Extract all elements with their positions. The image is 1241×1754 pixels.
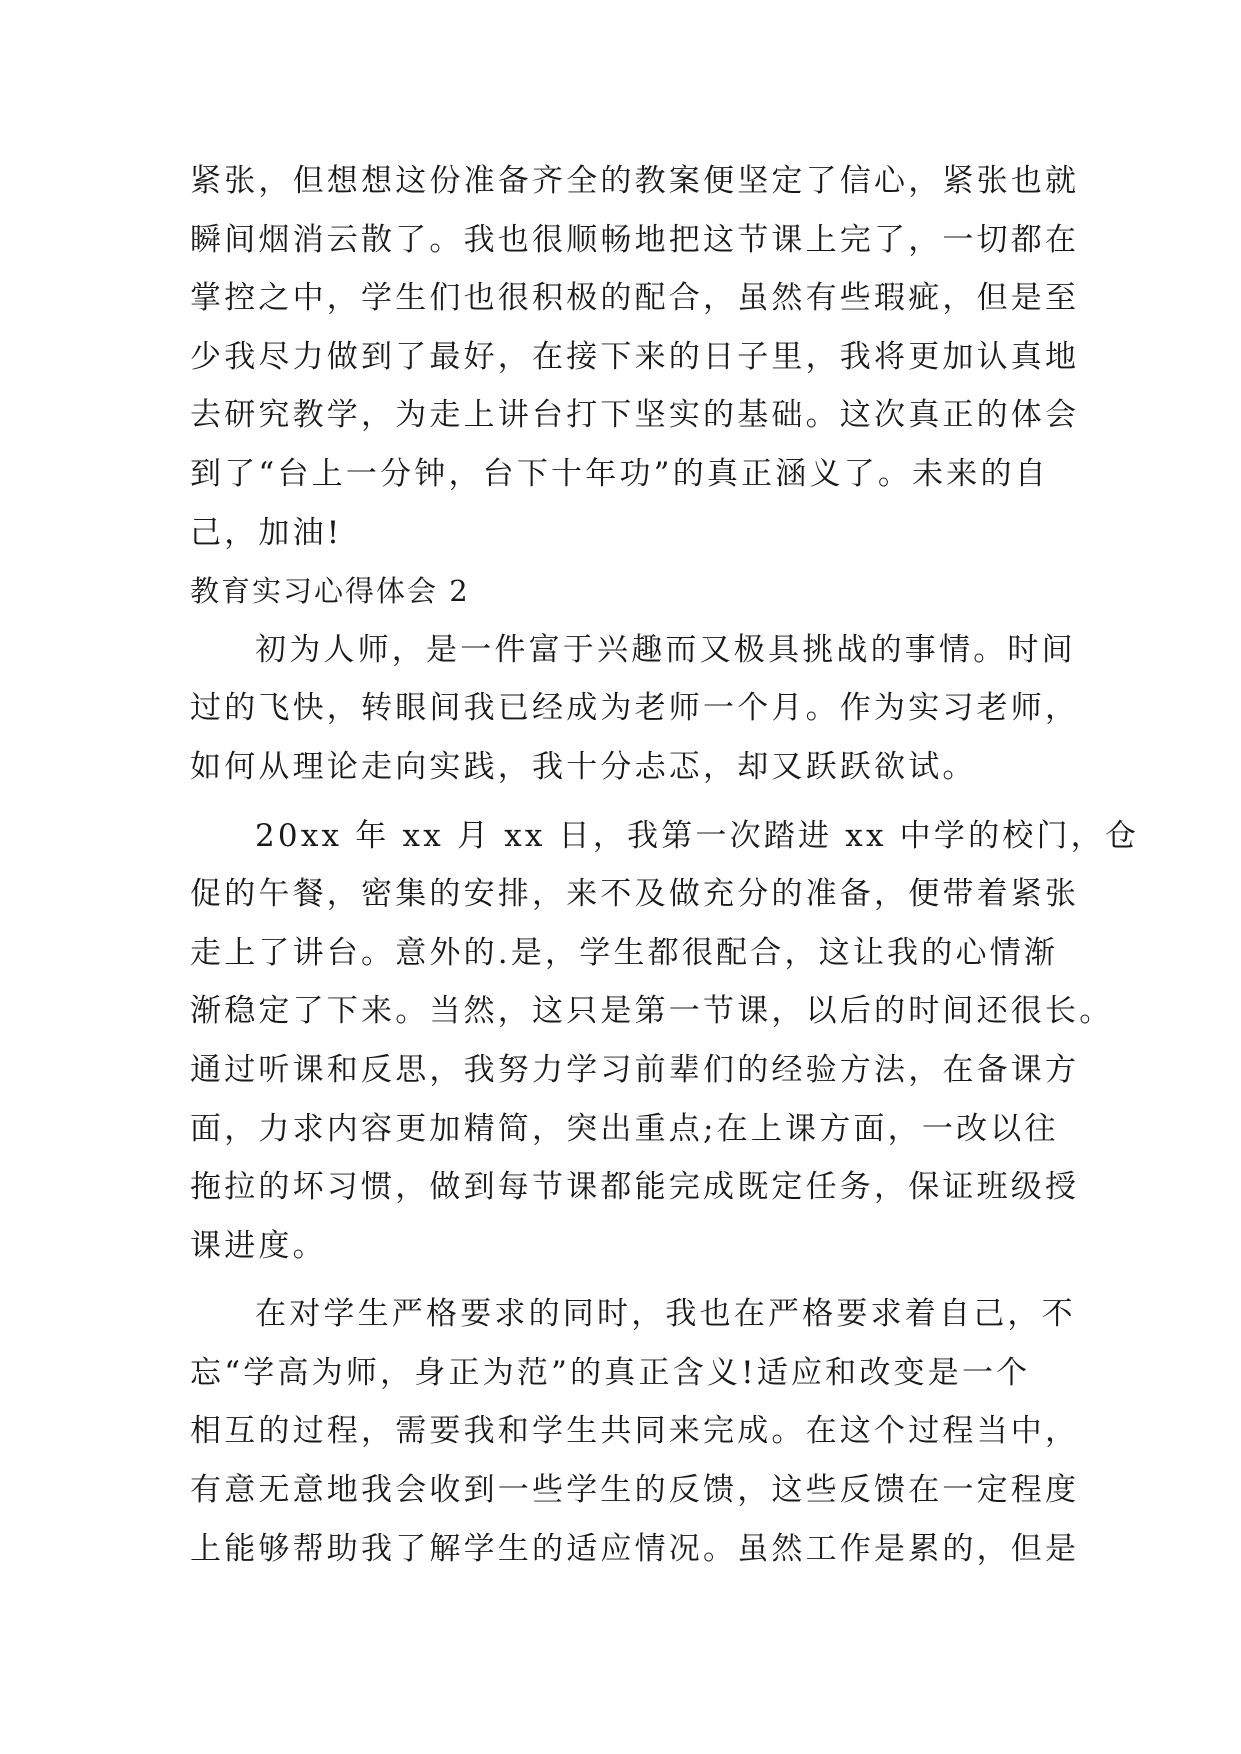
text-line: 过的飞快，转眼间我已经成为老师一个月。作为实习老师， (190, 690, 1080, 727)
text-line: 渐稳定了下来。当然，这只是第一节课，以后的时间还很长。 (190, 993, 1114, 1030)
text-line: 走上了讲台。意外的.是，学生都很配合，这让我的心情渐 (190, 934, 1059, 971)
text-line: 如何从理论走向实践，我十分忐忑，却又跃跃欲试。 (190, 748, 977, 785)
text-line: 少我尽力做到了最好，在接下来的日子里，我将更加认真地 (190, 338, 1080, 375)
section-heading: 教育实习心得体会 2 (190, 574, 470, 609)
text-line: 拖拉的坏习惯，做到每节课都能完成既定任务，保证班级授 (190, 1169, 1080, 1206)
text-line: 在对学生严格要求的同时，我也在严格要求着自己，不 (255, 1296, 1076, 1333)
text-line: 课进度。 (190, 1227, 327, 1264)
text-line: 20xx 年 xx 月 xx 日，我第一次踏进 xx 中学的校门，仓 (255, 817, 1140, 854)
text-line: 己，加油! (190, 514, 343, 551)
text-line: 初为人师，是一件富于兴趣而又极具挑战的事情。时间 (255, 631, 1076, 668)
text-line: 忘“学高为师，身正为范”的真正含义!适应和改变是一个 (190, 1354, 1031, 1391)
text-line: 上能够帮助我了解学生的适应情况。虽然工作是累的，但是 (190, 1530, 1080, 1567)
text-line: 紧张，但想想这份准备齐全的教案便坚定了信心，紧张也就 (190, 163, 1080, 199)
text-line: 有意无意地我会收到一些学生的反馈，这些反馈在一定程度 (190, 1472, 1080, 1509)
paragraph (190, 1285, 1080, 1578)
paragraph (190, 621, 1080, 797)
text-line: 促的午餐，密集的安排，来不及做充分的准备，便带着紧张 (190, 876, 1080, 913)
document-body (190, 152, 1140, 1578)
text-line: 相互的过程，需要我和学生共同来完成。在这个过程当中， (190, 1413, 1080, 1450)
text-line: 通过听课和反思，我努力学习前辈们的经验方法，在备课方 (190, 1051, 1080, 1088)
text-line: 掌控之中，学生们也很积极的配合，虽然有些瑕疵，但是至 (190, 280, 1080, 317)
paragraph (190, 807, 1140, 1276)
text-line: 去研究教学，为走上讲台打下坚实的基础。这次真正的体会 (190, 397, 1080, 434)
paragraph-continuation (190, 152, 1080, 562)
text-line: 瞬间烟消云散了。我也很顺畅地把这节课上完了，一切都在 (190, 221, 1080, 258)
text-line: 面，力求内容更加精简，突出重点;在上课方面，一改以往 (190, 1110, 1059, 1147)
text-line: 到了“台上一分钟，台下十年功”的真正涵义了。未来的自 (190, 455, 1049, 492)
